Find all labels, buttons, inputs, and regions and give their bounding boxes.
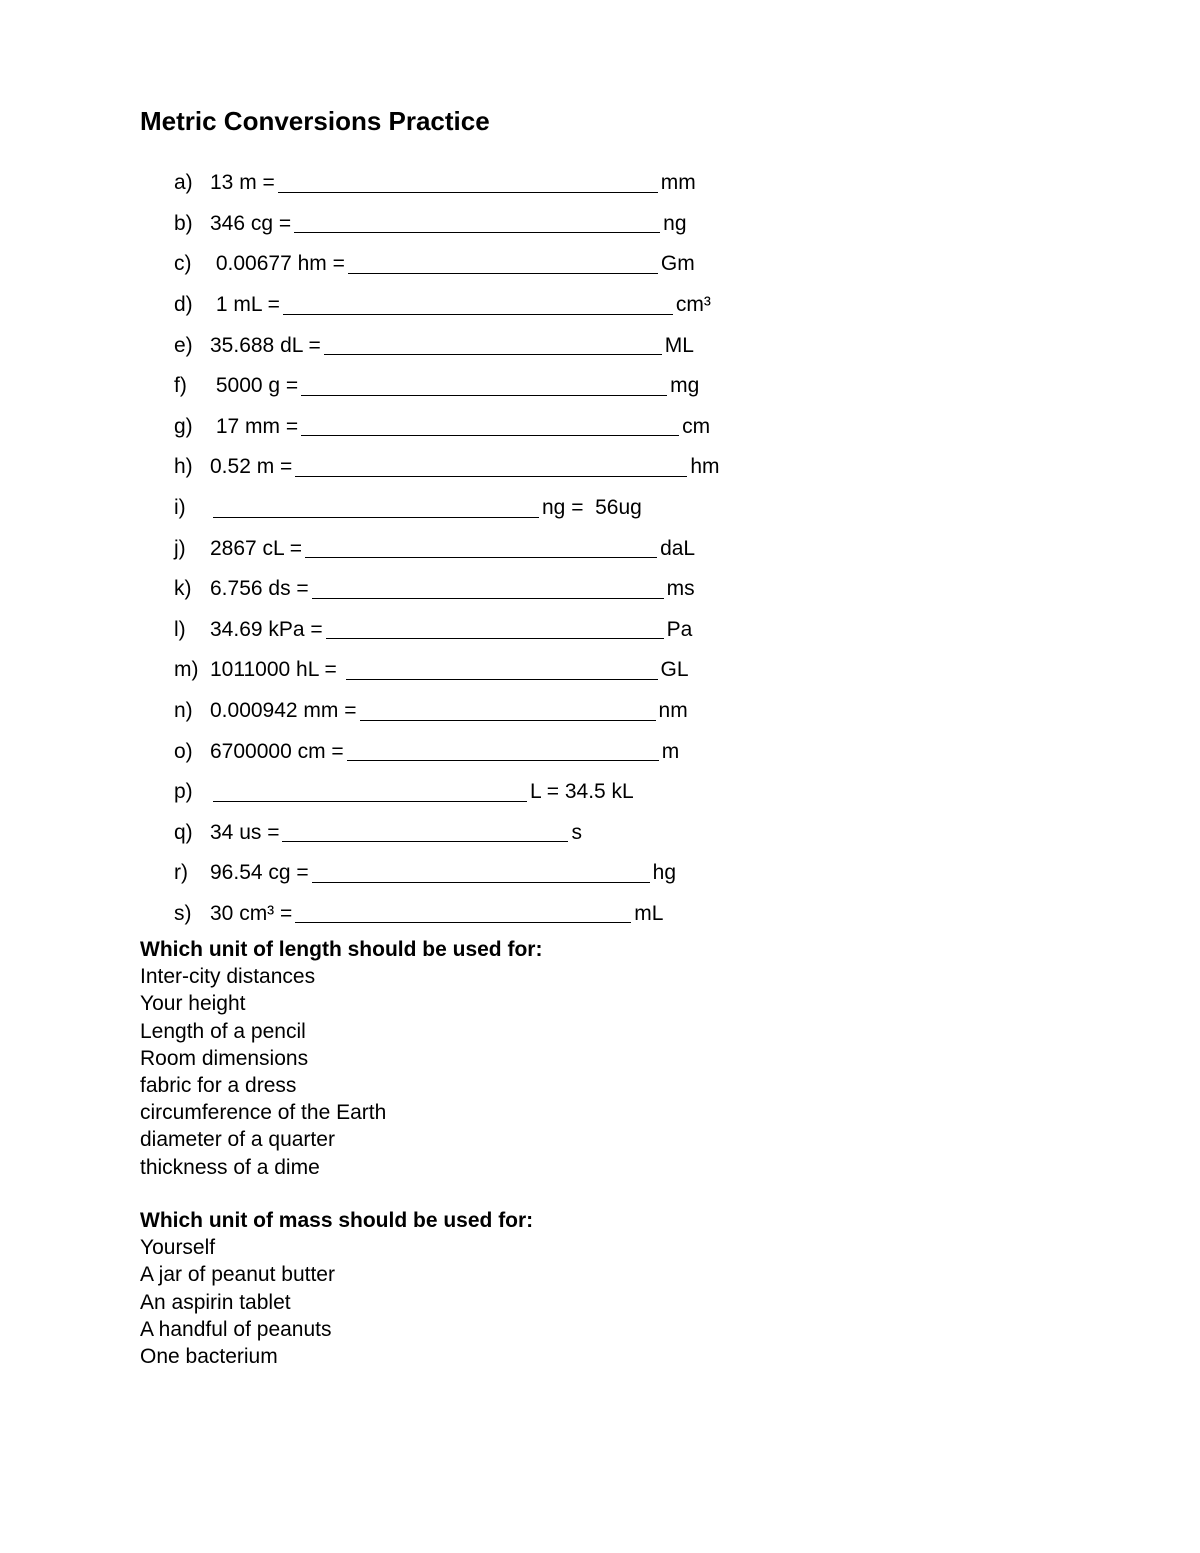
answer-blank[interactable] [305, 539, 657, 558]
answer-blank[interactable] [282, 823, 568, 842]
problem-given: 6700000 cm = [210, 739, 344, 763]
problem-row [174, 244, 720, 285]
problem-row [174, 650, 720, 691]
mass-items [140, 1234, 533, 1370]
length-items [140, 963, 542, 1181]
problem-given: 346 cg = [210, 211, 292, 235]
problem-unit: GL [660, 658, 689, 682]
problem-label: a) [174, 171, 193, 195]
problem-label: d) [174, 293, 193, 317]
answer-blank[interactable] [294, 214, 660, 233]
page-title: Metric Conversions Practice [140, 106, 490, 136]
problem-unit: daL [660, 536, 696, 560]
problem-unit: mL [634, 901, 664, 925]
problem-row [174, 894, 720, 935]
problem-unit: ML [664, 333, 694, 357]
list-item: An aspirin tablet [140, 1290, 291, 1314]
answer-blank[interactable] [278, 174, 658, 193]
answer-blank[interactable] [326, 620, 664, 639]
problem-label: h) [174, 455, 193, 479]
problem-given: 1011000 hL = [210, 658, 343, 682]
problem-given: 96.54 cg = [210, 861, 309, 885]
problem-given: 1 mL = [210, 293, 280, 317]
problem-label: q) [174, 820, 193, 844]
length-heading: Which unit of length should be used for: [140, 938, 543, 961]
problem-label: k) [174, 577, 192, 601]
problem-label: e) [174, 333, 193, 357]
list-item: Yourself [140, 1236, 216, 1260]
problem-label: b) [174, 211, 193, 235]
problem-label: f) [174, 374, 187, 398]
problem-row [174, 853, 720, 894]
problem-label: n) [174, 699, 193, 723]
problem-label: c) [174, 252, 192, 276]
answer-blank[interactable] [348, 255, 658, 274]
answer-blank[interactable] [301, 417, 679, 436]
list-item: Length of a pencil [140, 1019, 306, 1043]
list-item: A jar of peanut butter [140, 1263, 335, 1287]
answer-blank[interactable] [283, 296, 673, 315]
problem-unit: m [661, 739, 680, 763]
problem-unit: L = 34.5 kL [530, 780, 634, 804]
list-item: Inter-city distances [140, 965, 316, 989]
problem-label: r) [174, 861, 188, 885]
problem-row [174, 325, 720, 366]
answer-blank[interactable] [312, 580, 664, 599]
problem-row [174, 407, 720, 448]
problem-label: p) [174, 780, 193, 804]
list-item: circumference of the Earth [140, 1101, 387, 1125]
problem-given: 2867 cL = [210, 536, 303, 560]
list-item: thickness of a dime [140, 1155, 320, 1179]
problem-row [174, 691, 720, 732]
problem-label: m) [174, 658, 199, 682]
problem-row [174, 772, 720, 813]
answer-blank[interactable] [346, 661, 658, 680]
answer-blank[interactable] [347, 742, 659, 761]
mass-section [140, 1207, 533, 1370]
problem-label: j) [174, 536, 186, 560]
problem-label: o) [174, 739, 193, 763]
answer-blank[interactable] [213, 783, 527, 802]
problem-unit: ms [666, 577, 695, 601]
problem-row [174, 569, 720, 610]
answer-blank[interactable] [301, 377, 667, 396]
answer-blank[interactable] [295, 458, 687, 477]
list-item: One bacterium [140, 1345, 278, 1369]
problem-given: 6.756 ds = [210, 577, 309, 601]
mass-heading: Which unit of mass should be used for: [140, 1209, 534, 1232]
problem-label: i) [174, 496, 186, 520]
problem-unit: Pa [666, 617, 693, 641]
problem-list [174, 163, 720, 934]
problem-unit: ng [663, 211, 687, 235]
answer-blank[interactable] [295, 904, 631, 923]
problem-given: 34 us = [210, 820, 280, 844]
problem-unit: mg [670, 374, 700, 398]
answer-blank[interactable] [213, 499, 539, 518]
problem-given: 0.52 m = [210, 455, 293, 479]
problem-row [174, 813, 720, 854]
answer-blank[interactable] [360, 702, 656, 721]
problem-row [174, 163, 720, 204]
problem-row [174, 204, 720, 245]
list-item: Room dimensions [140, 1046, 309, 1070]
problem-unit: ng = 56ug [542, 496, 642, 520]
problem-row [174, 488, 720, 529]
problem-unit: cm³ [675, 293, 711, 317]
problem-unit: mm [660, 171, 696, 195]
problem-label: l) [174, 617, 186, 641]
problem-row [174, 366, 720, 407]
problem-given: 30 cm³ = [210, 901, 293, 925]
problem-unit: hm [690, 455, 720, 479]
problem-unit: hg [652, 861, 677, 885]
answer-blank[interactable] [324, 336, 662, 355]
list-item: fabric for a dress [140, 1074, 297, 1098]
problem-given: 13 m = [210, 171, 275, 195]
problem-unit: s [571, 820, 582, 844]
problem-row [174, 447, 720, 488]
problem-given: 0.00677 hm = [210, 252, 345, 276]
problem-label: g) [174, 414, 193, 438]
problem-unit: Gm [660, 252, 695, 276]
problem-given: 0.000942 mm = [210, 699, 357, 723]
list-item: diameter of a quarter [140, 1128, 335, 1152]
problem-unit: cm [682, 414, 711, 438]
problem-given: 5000 g = [210, 374, 299, 398]
length-section [140, 936, 542, 1181]
answer-blank[interactable] [312, 864, 650, 883]
problem-given: 35.688 dL = [210, 333, 321, 357]
problem-given: 17 mm = [210, 414, 299, 438]
list-item: Your height [140, 992, 246, 1016]
problem-row [174, 731, 720, 772]
list-item: A handful of peanuts [140, 1317, 332, 1341]
problem-given: 34.69 kPa = [210, 617, 323, 641]
problem-row [174, 528, 720, 569]
problem-label: s) [174, 901, 192, 925]
problem-row [174, 285, 720, 326]
problem-unit: nm [658, 699, 688, 723]
problem-row [174, 610, 720, 651]
